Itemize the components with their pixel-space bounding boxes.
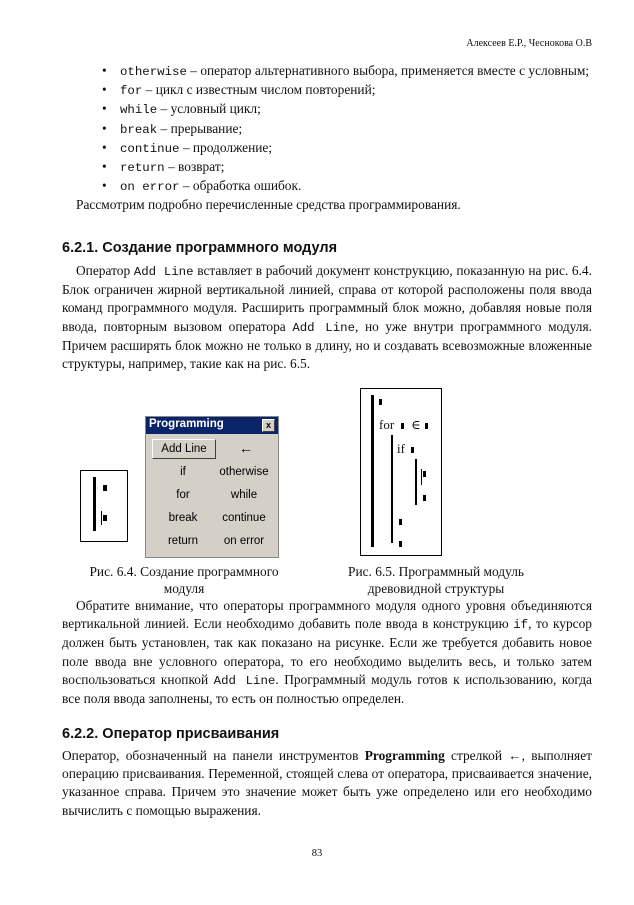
programming-toolbar <box>145 416 279 558</box>
cursor-line <box>421 469 422 485</box>
bullet-dot: • <box>102 159 107 175</box>
block-vertical-line <box>93 477 96 531</box>
list-item <box>62 81 592 100</box>
caption-line: Рис. 6.5. Программный модуль <box>348 564 524 579</box>
list-item <box>62 62 592 81</box>
bullet-dot: • <box>102 82 107 98</box>
code-term: while <box>120 103 158 118</box>
code-term: continue <box>120 141 180 156</box>
bold-term: Programming <box>364 748 445 763</box>
paragraph-text: вставляет в рабочий документ конструкцию, показанную на рис. 6.4. Блок ограничен жирной вертикальной линией, справа от которой расположены поля ввода команд программного модуля. Расширить программный блок можно, добавляя новые поля ввода, повторным вызовом оператора <box>62 263 592 334</box>
section-heading-1: 6.2.1. Создание программного модуля <box>62 240 338 256</box>
paragraph-text: Оператор, обозначенный на панели инструментов <box>62 748 365 763</box>
input-placeholder <box>379 399 382 405</box>
input-placeholder <box>423 471 426 477</box>
on-error-button[interactable]: on error <box>223 535 265 547</box>
cursor-line <box>101 511 102 525</box>
section-heading-2: 6.2.2. Оператор присваивания <box>62 726 280 742</box>
code-term: otherwise <box>120 65 187 79</box>
input-placeholder <box>423 495 426 501</box>
paragraph-text: стрелкой ←, выполняет операцию присваивания. Переменной, стоящей слева от оператора, присваивается значение, указанное справа. Причем это значение может быть уже определено или его необходимо вычислить с помощью выражения. <box>62 748 592 818</box>
block-vertical-line <box>371 395 374 547</box>
bullet-dot: • <box>102 120 107 136</box>
input-placeholder <box>399 519 402 525</box>
input-placeholder <box>411 447 414 453</box>
list-item-text: – оператор альтернативного выбора, применяется вместе с условным; <box>186 63 590 78</box>
bullet-dot: • <box>102 178 107 194</box>
if-block-line <box>415 459 417 505</box>
figure-caption-6-4 <box>66 563 302 597</box>
for-button[interactable]: for <box>176 489 190 501</box>
list-item-text: – обработка ошибок. <box>179 178 302 194</box>
add-line-button[interactable]: Add Line <box>152 439 216 459</box>
close-icon[interactable]: x <box>262 419 275 432</box>
input-placeholder <box>401 423 404 429</box>
list-item <box>62 100 592 119</box>
paragraph-text: Оператор <box>76 263 134 278</box>
list-item <box>62 177 592 196</box>
code-term: Add Line <box>133 265 194 279</box>
while-button[interactable]: while <box>230 489 258 501</box>
element-of-symbol: ∈ <box>411 417 421 432</box>
caption-line: древовидной структуры <box>367 581 505 596</box>
if-keyword: if <box>397 441 405 456</box>
otherwise-button[interactable]: otherwise <box>219 466 269 478</box>
list-item-text: – продолжение; <box>179 139 273 155</box>
running-header: Алексеев Е.Р., Чеснокова О.В <box>466 38 592 49</box>
assign-arrow-button[interactable]: ← <box>239 440 253 456</box>
bullet-list-block <box>62 62 592 215</box>
code-term: return <box>120 161 165 176</box>
list-item-text: – прерывание; <box>157 120 243 136</box>
list-item <box>62 120 592 139</box>
break-button[interactable]: break <box>168 512 198 524</box>
toolbar-title: Programming <box>149 418 224 430</box>
figure-caption-6-5 <box>326 563 546 597</box>
code-term: on error <box>120 180 180 195</box>
nested-program-figure <box>360 388 442 556</box>
toolbar-titlebar <box>146 417 278 434</box>
bullet-dot: • <box>102 63 107 78</box>
list-item-text: – условный цикл; <box>157 101 261 117</box>
for-keyword: for <box>379 417 395 432</box>
bullet-dot: • <box>102 101 107 117</box>
program-block-figure <box>80 470 128 542</box>
paragraph-levels <box>62 597 592 708</box>
intro-paragraph: Рассмотрим подробно перечисленные средства программирования. <box>76 197 461 213</box>
input-placeholder <box>103 485 107 491</box>
caption-line: модуля <box>163 581 205 596</box>
code-term: break <box>120 122 158 137</box>
input-placeholder <box>425 423 428 429</box>
paragraph-text: . Программный модуль готов к использованию, когда все поля ввода заполнены, то есть он полностью определен. <box>62 671 592 707</box>
caption-line: Рис. 6.4. Создание программного <box>89 564 279 579</box>
input-placeholder <box>399 541 402 547</box>
if-button[interactable]: if <box>180 466 186 478</box>
return-button[interactable]: return <box>167 535 199 547</box>
list-item-text: – возврат; <box>164 159 225 175</box>
bullet-dot: • <box>102 139 107 155</box>
code-term: if <box>513 618 529 633</box>
code-term: for <box>120 84 143 99</box>
continue-button[interactable]: continue <box>222 512 266 524</box>
operator-list <box>62 62 592 196</box>
for-block-line <box>391 435 393 543</box>
paragraph-text: , но уже внутри программного модуля. Причем расширять блок можно не только в длину, но и создавать всевозможные вложенные структуры, например, такие как на рис. 6.5. <box>62 318 592 372</box>
paragraph-text: , то курсор должен быть установлен, так как показано на рисунке. Если же требуется добавить новое поле ввода вне условного оператора, то его необходимо выделить весь, и только затем воспользоваться кнопкой <box>62 616 592 687</box>
paragraph-add-line <box>62 262 592 373</box>
code-term: Add Line <box>213 673 276 688</box>
code-term: Add Line <box>292 320 356 335</box>
paragraph-text: Обратите внимание, что операторы программного модуля одного уровня объединяются вертикальной линией. Если необходимо добавить поле ввода в конструкцию <box>62 598 592 632</box>
list-item <box>62 158 592 177</box>
list-item <box>62 139 592 158</box>
page-number: 83 <box>311 848 323 859</box>
paragraph-assignment <box>62 747 592 820</box>
input-placeholder <box>103 515 107 521</box>
list-item-text: – цикл с известным числом повторений; <box>142 82 376 98</box>
